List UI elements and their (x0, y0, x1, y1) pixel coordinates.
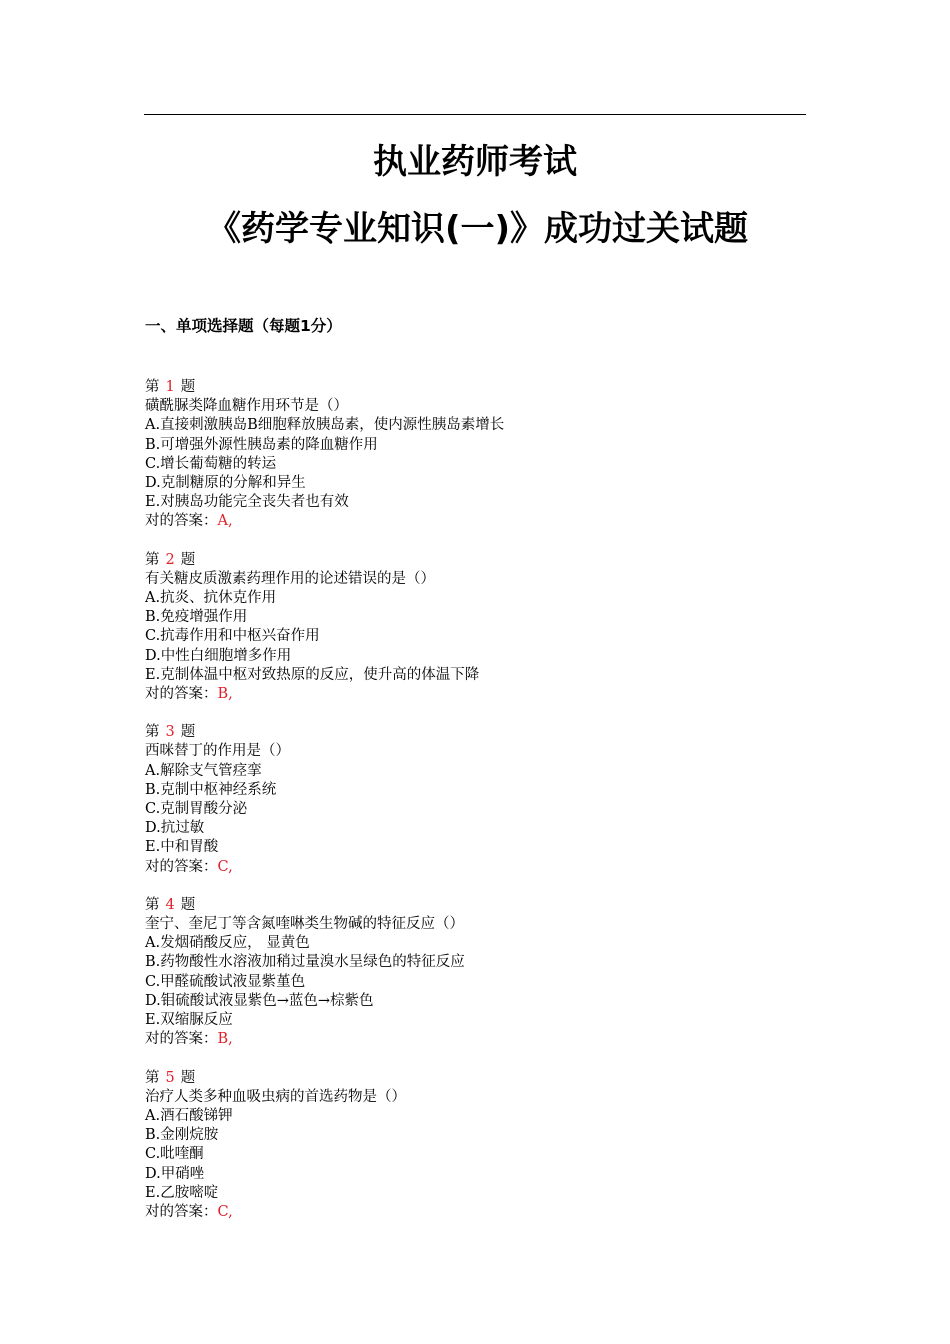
option-b: B.金刚烷胺 (145, 1127, 219, 1144)
question-suffix: 题 (180, 379, 196, 395)
header-rule (144, 114, 806, 115)
option-e: E.中和胃酸 (145, 839, 219, 856)
question-suffix: 题 (180, 551, 196, 568)
question-prefix: 第 (145, 551, 160, 568)
option-b: B.免疫增强作用 (145, 609, 248, 626)
question-list (145, 378, 825, 1241)
question-prefix: 第 (145, 379, 160, 395)
option-a: A.酒石酸锑钾 (145, 1107, 233, 1124)
question-1 (145, 378, 825, 532)
question-number-line (145, 551, 825, 570)
answer-value: C, (217, 858, 233, 875)
question-number-line (145, 723, 825, 742)
document-subtitle: 《药学专业知识(一)》成功过关试题 (206, 209, 749, 249)
answer-value: A, (217, 513, 233, 530)
question-4 (145, 896, 825, 1050)
option-c: C.增长葡萄糖的转运 (145, 455, 277, 472)
question-number: 4 (165, 896, 175, 913)
question-stem: 奎宁、奎尼丁等含氮喹啉类生物碱的特征反应（） (145, 916, 464, 933)
answer-label: 对的答案： (145, 1031, 218, 1048)
answer-value: B, (217, 686, 233, 703)
option-c: C.吡喹酮 (145, 1146, 204, 1163)
option-a: A.解除支气管痉挛 (145, 762, 262, 779)
option-e: E.双缩脲反应 (145, 1012, 233, 1029)
question-number-line (145, 378, 825, 397)
question-number: 5 (165, 1069, 175, 1086)
question-number-line (145, 1069, 825, 1088)
answer-value: B, (217, 1031, 233, 1048)
question-suffix: 题 (180, 1069, 196, 1086)
answer-line (145, 858, 825, 877)
option-e: E.对胰岛功能完全丧失者也有效 (145, 494, 349, 511)
question-stem: 有关糖皮质激素药理作用的论述错误的是（） (145, 570, 435, 587)
option-b: B.克制中枢神经系统 (145, 781, 277, 798)
question-number-line (145, 896, 825, 915)
option-a: A.直接刺激胰岛B细胞释放胰岛素，使内源性胰岛素增长 (145, 417, 505, 434)
question-prefix: 第 (145, 1069, 160, 1086)
answer-label: 对的答案： (145, 686, 218, 703)
section-heading: 一、单项选择题（每题1分） (145, 317, 342, 335)
answer-label: 对的答案： (145, 513, 218, 530)
option-d: D.中性白细胞增多作用 (145, 647, 292, 664)
option-c: C.抗毒作用和中枢兴奋作用 (145, 628, 320, 645)
option-d: D.甲硝唑 (145, 1165, 205, 1182)
answer-line (145, 685, 825, 704)
question-suffix: 题 (180, 724, 196, 741)
option-d: D.克制糖原的分解和异生 (145, 475, 306, 492)
option-c: C.克制胃酸分泌 (145, 801, 248, 818)
question-prefix: 第 (145, 896, 160, 913)
option-e: E.克制体温中枢对致热原的反应，使升高的体温下降 (145, 666, 480, 683)
question-3 (145, 723, 825, 877)
answer-line (145, 512, 825, 531)
answer-line (145, 1030, 825, 1049)
option-d: D.抗过敏 (145, 820, 205, 837)
option-d: D.钼硫酸试液显紫色→蓝色→棕紫色 (145, 992, 374, 1009)
option-b: B.药物酸性水溶液加稍过量溴水呈绿色的特征反应 (145, 954, 465, 971)
question-suffix: 题 (180, 896, 196, 913)
answer-line (145, 1203, 825, 1222)
question-number: 3 (165, 724, 175, 741)
answer-label: 对的答案： (145, 1203, 218, 1220)
option-b: B.可增强外源性胰岛素的降血糖作用 (145, 436, 378, 453)
question-number: 1 (165, 379, 175, 395)
option-a: A.发烟硝酸反应， 显黄色 (145, 935, 310, 952)
question-stem: 西咪替丁的作用是（） (145, 743, 290, 760)
option-e: E.乙胺嘧啶 (145, 1184, 219, 1201)
question-stem: 磺酰脲类降血糖作用环节是（） (145, 398, 348, 415)
answer-value: C, (217, 1203, 233, 1220)
answer-label: 对的答案： (145, 858, 218, 875)
question-stem: 治疗人类多种血吸虫病的首选药物是（） (145, 1088, 406, 1105)
document-title: 执业药师考试 (373, 142, 577, 182)
question-prefix: 第 (145, 724, 160, 741)
question-5 (145, 1069, 825, 1223)
option-c: C.甲醛硫酸试液显紫堇色 (145, 973, 306, 990)
question-number: 2 (165, 551, 175, 568)
option-a: A.抗炎、抗休克作用 (145, 590, 277, 607)
question-2 (145, 551, 825, 705)
